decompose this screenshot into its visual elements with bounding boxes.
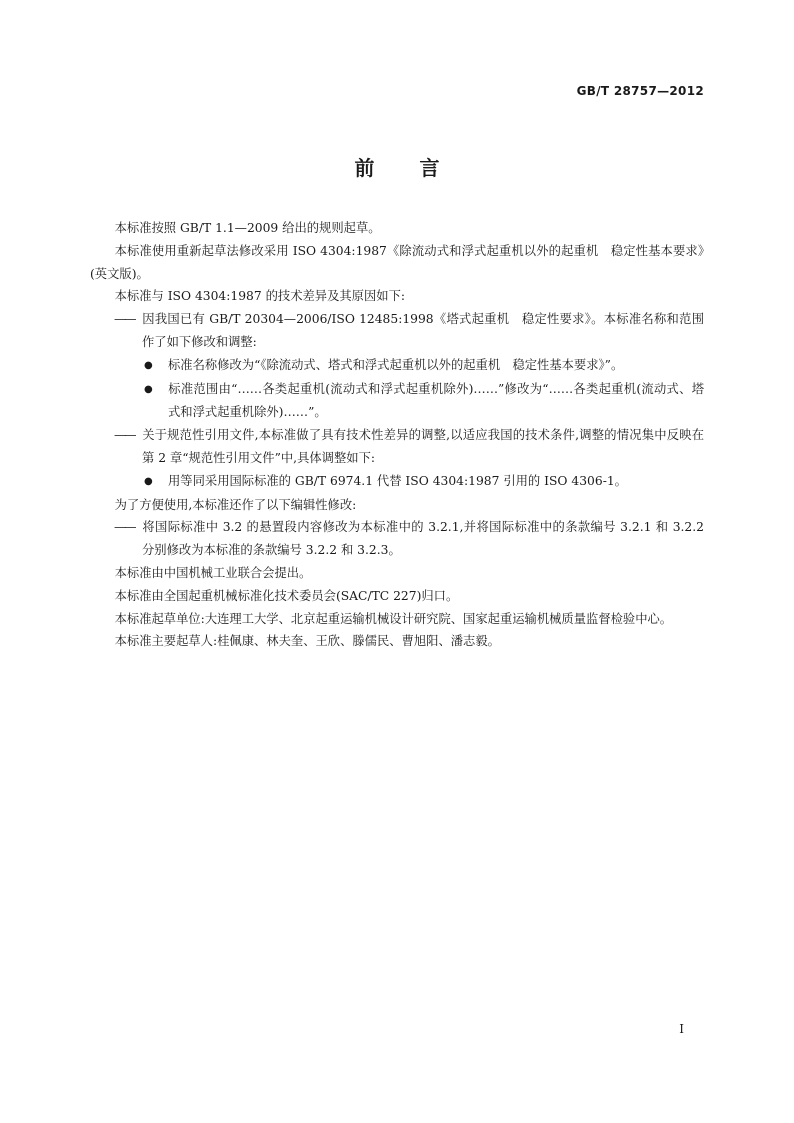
bullet-item-text: 用等同采用国际标准的 GB/T 6974.1 代替 ISO 4304:1987 引用的 ISO 4306-1。 [168,473,627,488]
dash-item-text: 将国际标准中 3.2 的悬置段内容修改为本标准中的 3.2.1,并将国际标准中的条款编号 3.2.1 和 3.2.2 分别修改为本标准的条款编号 3.2.2 和 3.2.3。 [142,520,704,558]
dash-mark: —— [114,520,135,535]
paragraph-drafting-rules: 本标准按照 GB/T 1.1—2009 给出的规则起草。 [114,221,381,235]
foreword-body [90,217,704,653]
dash-item-normative-references [90,424,704,470]
paragraph-adoption: 本标准使用重新起草法修改采用 ISO 4304:1987《除流动式和浮式起重机以外的起重机 稳定性基本要求》(英文版)。 [90,243,704,281]
dash-item-name-scope [90,308,704,354]
bullet-item-text: 标准范围由“……各类起重机(流动式和浮式起重机除外)……”修改为“……各类起重机(流动式、塔式和浮式起重机除外)……”。 [168,381,704,420]
bullet-item-text: 标准名称修改为“《除流动式、塔式和浮式起重机以外的起重机 稳定性基本要求》”。 [168,357,624,372]
bullet-icon: ● [144,383,153,395]
bullet-item-name-change [90,354,704,378]
paragraph-drafting-units: 本标准起草单位:大连理工大学、北京起重运输机械设计研究院、国家起重运输机械质量监督检验中心。 [114,611,673,626]
bullet-icon: ● [144,475,153,487]
paragraph-differences-intro: 本标准与 ISO 4304:1987 的技术差异及其原因如下: [114,289,406,304]
dash-item-text: 关于规范性引用文件,本标准做了具有技术性差异的调整,以适应我国的技术条件,调整的情况集中反映在第 2 章“规范性引用文件”中,具体调整如下: [142,428,704,465]
bullet-icon: ● [144,359,153,371]
page-title: 前言 [354,156,485,180]
paragraph-editorial-intro: 为了方便使用,本标准还作了以下编辑性修改: [114,497,357,512]
paragraph-proposer: 本标准由中国机械工业联合会提出。 [114,565,312,580]
page-number: I [679,1022,684,1036]
dash-item-text: 因我国已有 GB/T 20304—2006/ISO 12485:1998《塔式起重机 稳定性要求》。本标准名称和范围作了如下修改和调整: [142,312,704,349]
standard-number: GB/T 28757—2012 [576,84,704,98]
bullet-item-reference-replacement [90,470,704,494]
dash-mark: —— [114,428,135,443]
bullet-item-scope-change [90,378,704,425]
dash-mark: —— [114,312,135,327]
paragraph-committee: 本标准由全国起重机械标准化技术委员会(SAC/TC 227)归口。 [114,588,459,603]
dash-item-clause-renumbering [90,516,704,562]
paragraph-drafters: 本标准主要起草人:桂佩康、林夫奎、王欣、滕儒民、曹旭阳、潘志毅。 [114,634,500,649]
